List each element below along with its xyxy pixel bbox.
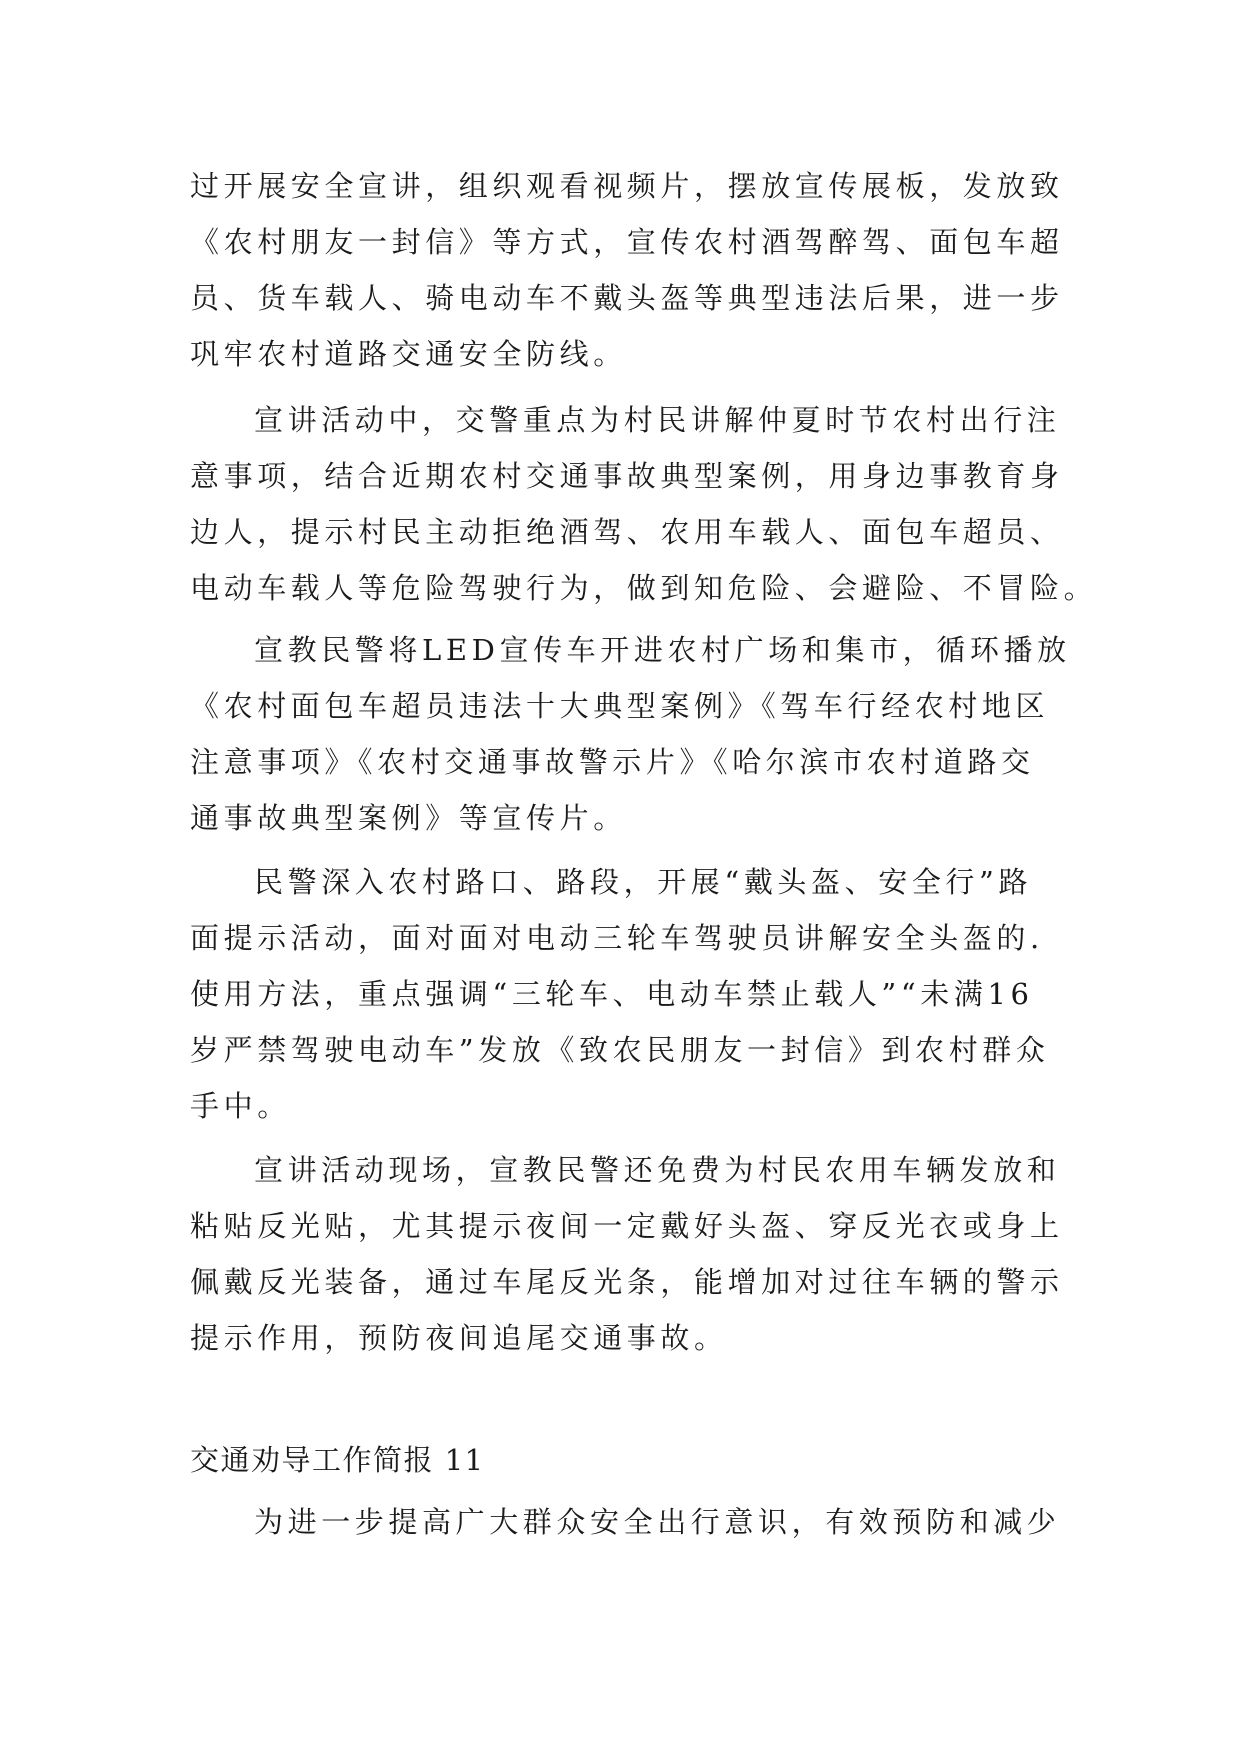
paragraph-line: 边人，提示村民主动拒绝酒驾、农用车载人、面包车超员、 [190, 515, 1064, 549]
paragraph-line: 粘贴反光贴，尤其提示夜间一定戴好头盔、穿反光衣或身上 [190, 1209, 1064, 1243]
paragraph-line: 宣讲活动现场，宣教民警还免费为村民农用车辆发放和 [254, 1153, 1061, 1187]
paragraph-line: 提示作用，预防夜间追尾交通事故。 [190, 1321, 728, 1355]
paragraph-line: 电动车载人等危险驾驶行为，做到知危险、会避险、不冒险。 [190, 571, 1098, 605]
paragraph-line: 宣讲活动中，交警重点为村民讲解仲夏时节农村出行注 [254, 403, 1061, 437]
paragraph-line: 通事故典型案例》等宣传片。 [190, 801, 627, 835]
paragraph-line: 佩戴反光装备，通过车尾反光条，能增加对过往车辆的警示 [190, 1265, 1064, 1299]
paragraph-line: 岁严禁驾驶电动车”发放《致农民朋友一封信》到农村群众 [190, 1033, 1050, 1067]
paragraph-line: 注意事项》《农村交通事故警示片》《哈尔滨市农村道路交 [190, 745, 1035, 779]
paragraph-line: 面提示活动，面对面对电动三轮车驾驶员讲解安全头盔的. [190, 921, 1044, 955]
section-heading: 交通劝导工作简报 11 [190, 1443, 485, 1477]
paragraph-line: 手中。 [190, 1089, 291, 1123]
paragraph-line: 巩牢农村道路交通安全防线。 [190, 337, 627, 371]
paragraph-line: 使用方法，重点强调“三轮车、电动车禁止载人”“未满16 [190, 977, 1034, 1011]
paragraph-line: 《农村面包车超员违法十大典型案例》《驾车行经农村地区 [190, 689, 1050, 723]
paragraph-line: 宣教民警将LED宣传车开进农村广场和集市，循环播放 [254, 633, 1071, 667]
paragraph-line: 意事项，结合近期农村交通事故典型案例，用身边事教育身 [190, 459, 1064, 493]
paragraph-line: 员、货车载人、骑电动车不戴头盔等典型违法后果，进一步 [190, 281, 1064, 315]
paragraph-line: 《农村朋友一封信》等方式，宣传农村酒驾醉驾、面包车超 [190, 225, 1064, 259]
paragraph-line: 为进一步提高广大群众安全出行意识，有效预防和减少 [254, 1505, 1061, 1539]
paragraph-line: 过开展安全宣讲，组织观看视频片，摆放宣传展板，发放致 [190, 169, 1064, 203]
paragraph-line: 民警深入农村路口、路段，开展“戴头盔、安全行”路 [254, 865, 1033, 899]
